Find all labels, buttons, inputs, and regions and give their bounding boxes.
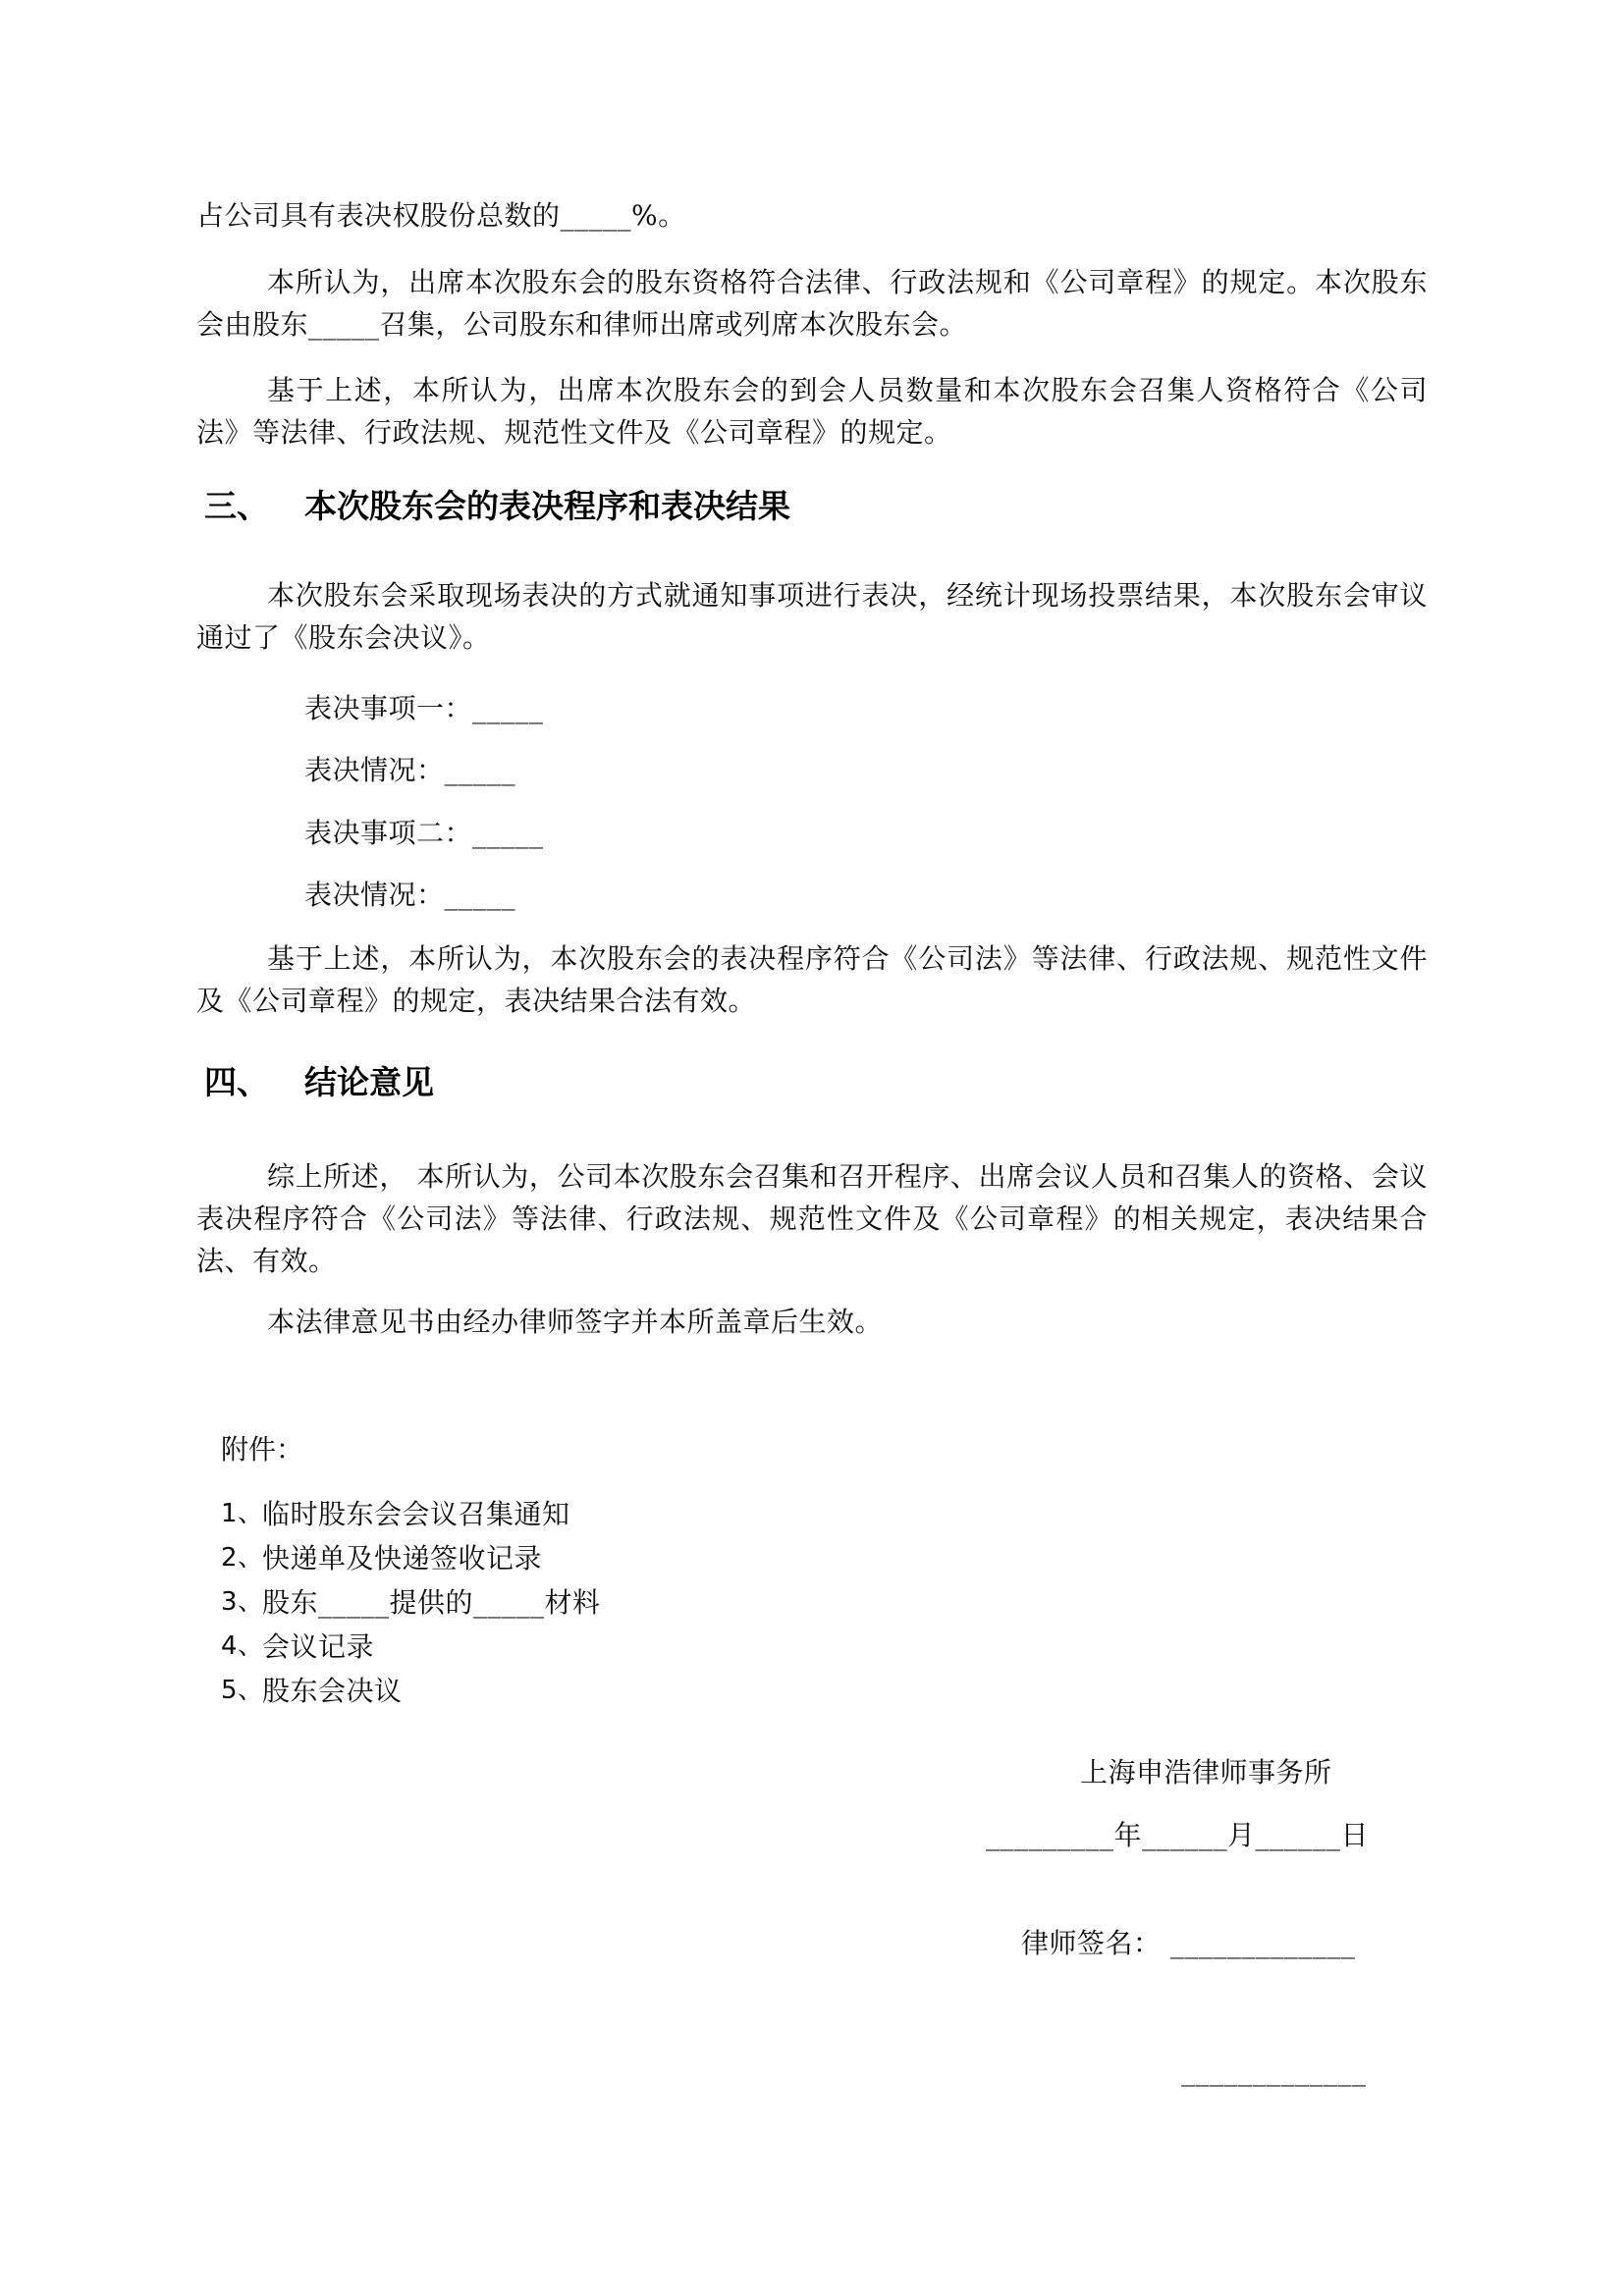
paragraph-voting-method: 本次股东会采取现场表决的方式就通知事项进行表决，经统计现场投票结果，本次股东会审议通过了《股东会决议》。 xyxy=(196,579,1428,654)
attachment-item-number: 1、 xyxy=(221,1499,264,1528)
attachment-item-number: 3、 xyxy=(221,1587,264,1617)
vote-result-1-line: 表决情况：_____ xyxy=(304,754,516,786)
paragraph-effectiveness: 本法律意见书由经办律师签字并本所盖章后生效。 xyxy=(267,1306,884,1338)
section3-number: 三、 xyxy=(204,487,269,525)
opening-line: 占公司具有表决权股份总数的_____%。 xyxy=(196,199,686,232)
attachments-list xyxy=(221,1492,601,1713)
attachment-item-number: 2、 xyxy=(221,1543,264,1573)
attachment-item-number: 4、 xyxy=(221,1631,264,1661)
attachments-label: 附件： xyxy=(221,1433,304,1466)
vote-result-2-line: 表决情况：_____ xyxy=(304,879,516,911)
lawyer-signature-blank: _____________ xyxy=(1169,1927,1356,1959)
section4-title: 结论意见 xyxy=(304,1063,434,1101)
attachment-item-text: 股东会决议 xyxy=(262,1675,403,1707)
lawyer-signature-line xyxy=(1021,1924,1355,1963)
lawyer-signature-label: 律师签名： xyxy=(1021,1927,1162,1959)
law-firm-name: 上海申浩律师事务所 xyxy=(1080,1756,1332,1789)
paragraph-attendance-conclusion: 基于上述，本所认为，出席本次股东会的到会人员数量和本次股东会召集人资格符合《公司法》等法律、行政法规、规范性文件及《公司章程》的规定。 xyxy=(196,374,1428,449)
section3-title: 本次股东会的表决程序和表决结果 xyxy=(304,487,790,525)
attachment-item xyxy=(221,1536,601,1580)
paragraph-shareholder-eligibility: 本所认为，出席本次股东会的股东资格符合法律、行政法规和《公司章程》的规定。本次股东会由股东_____召集，公司股东和律师出席或列席本次股东会。 xyxy=(196,266,1428,341)
attachment-item xyxy=(221,1669,601,1713)
vote-item-2-line: 表决事项二：_____ xyxy=(304,817,544,849)
paragraph-voting-conclusion: 基于上述，本所认为，本次股东会的表决程序符合《公司法》等法律、行政法规、规范性文件及《公司章程》的规定，表决结果合法有效。 xyxy=(196,942,1428,1017)
attachment-item-number: 5、 xyxy=(221,1676,264,1705)
vote-item-1-line: 表决事项一：_____ xyxy=(304,692,544,724)
attachment-item-text: 临时股东会会议召集通知 xyxy=(262,1498,570,1530)
date-blank-line: _________年______月______日 xyxy=(986,1819,1370,1851)
attachment-item-text: 快递单及快递签收记录 xyxy=(262,1542,543,1575)
attachment-item xyxy=(221,1625,601,1669)
second-signature-blank: _____________ xyxy=(1181,2055,1367,2087)
attachment-item xyxy=(221,1580,601,1625)
paragraph-final-summary: 综上所述， 本所认为，公司本次股东会召集和召开程序、出席会议人员和召集人的资格、会议表决程序符合《公司法》等法律、行政法规、规范性文件及《公司章程》的相关规定，表决结果合法、有效。 xyxy=(196,1160,1428,1277)
attachment-item-text: 会议记录 xyxy=(262,1630,375,1663)
section4-number: 四、 xyxy=(204,1063,269,1101)
section3-heading xyxy=(204,484,790,529)
attachment-item-text: 股东_____提供的_____材料 xyxy=(262,1586,601,1619)
section4-heading xyxy=(204,1060,434,1105)
attachment-item xyxy=(221,1492,601,1536)
